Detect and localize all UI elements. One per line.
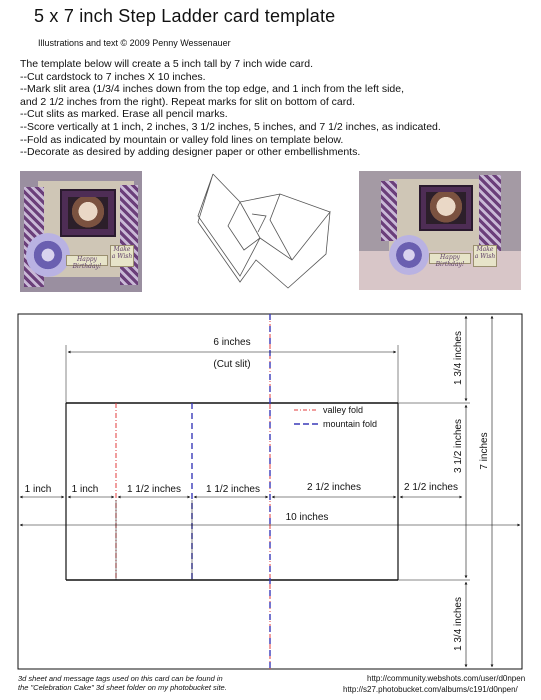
instruction-line: --Mark slit area (1/3/4 inches down from the top edge, and 1 inch from the left side, xyxy=(20,83,405,96)
card-side-panel xyxy=(381,181,397,241)
dimension-label: 1 1/2 inches xyxy=(127,484,181,495)
dimension-7-inches-label: 7 inches xyxy=(479,432,490,470)
card-outline xyxy=(198,174,330,288)
template-diagram xyxy=(0,300,541,680)
footer-note-line: the "Celebration Cake" 3d sheet folder on my photobucket site. xyxy=(18,683,227,692)
dimension-label: 1 3/4 inches xyxy=(453,331,464,385)
cut-slit-label: (Cut slit) xyxy=(213,359,251,370)
instructions-list xyxy=(20,58,520,159)
dimension-10-inches-label: 10 inches xyxy=(285,512,329,523)
message-tag: Make a Wish xyxy=(110,245,134,267)
cake-image xyxy=(68,197,108,229)
dimension-label: 1 1/2 inches xyxy=(206,484,260,495)
card-side-panel xyxy=(120,185,138,285)
dimension-label: 1 inch xyxy=(24,484,52,495)
photobucket-link[interactable]: http://s27.photobucket.com/albums/c191/d0npen/ xyxy=(343,685,518,694)
dimension-label: 1 3/4 inches xyxy=(453,597,464,651)
dimension-6-inches-label: 6 inches xyxy=(213,337,251,348)
copyright-text: Illustrations and text © 2009 Penny Wessenauer xyxy=(38,38,231,48)
footer-note xyxy=(18,674,227,692)
instruction-line: --Decorate as desired by adding designer paper or other embellishments. xyxy=(20,146,361,159)
cake-image xyxy=(426,192,466,224)
dimension-label: 2 1/2 inches xyxy=(404,482,458,493)
legend-valley-label: valley fold xyxy=(323,405,364,415)
dimension-label: 1 inch xyxy=(71,484,99,495)
instruction-line: --Fold as indicated by mountain or valley fold lines on template below. xyxy=(20,133,344,146)
page-title: 5 x 7 inch Step Ladder card template xyxy=(34,6,336,26)
card-fold-lines xyxy=(213,174,330,260)
instruction-line: --Cut cardstock to 7 inches X 10 inches. xyxy=(20,70,206,83)
cake-frame xyxy=(419,185,473,231)
message-tag: Happy Birthday! xyxy=(429,253,471,264)
instruction-line: --Cut slits as marked. Erase all pencil marks. xyxy=(20,108,228,121)
footer-note-line: 3d sheet and message tags used on this card can be found in xyxy=(18,674,223,683)
message-tag: Make a Wish xyxy=(473,245,497,267)
webshots-link[interactable]: http://community.webshots.com/user/d0npen xyxy=(367,674,526,683)
instruction-line: and 2 1/2 inches from the right). Repeat marks for slit on bottom of card. xyxy=(20,95,355,108)
legend-mountain-label: mountain fold xyxy=(323,419,378,429)
card-photo-right xyxy=(359,171,521,290)
card-photo-left xyxy=(20,171,142,292)
guide-lines xyxy=(66,345,470,580)
dimension-label: 3 1/2 inches xyxy=(453,419,464,473)
dimension-label: 2 1/2 inches xyxy=(307,482,361,493)
message-tag: Happy Birthday! xyxy=(66,255,108,266)
cake-frame xyxy=(60,189,116,237)
flower-embellishment xyxy=(389,235,429,275)
folded-card-diagram xyxy=(180,172,350,292)
flower-embellishment xyxy=(26,233,70,277)
instruction-line: The template below will create a 5 inch tall by 7 inch wide card. xyxy=(20,58,313,70)
instruction-line: --Score vertically at 1 inch, 2 inches, 3 1/2 inches, 5 inches, and 7 1/2 inches, as indicated. xyxy=(20,120,441,133)
